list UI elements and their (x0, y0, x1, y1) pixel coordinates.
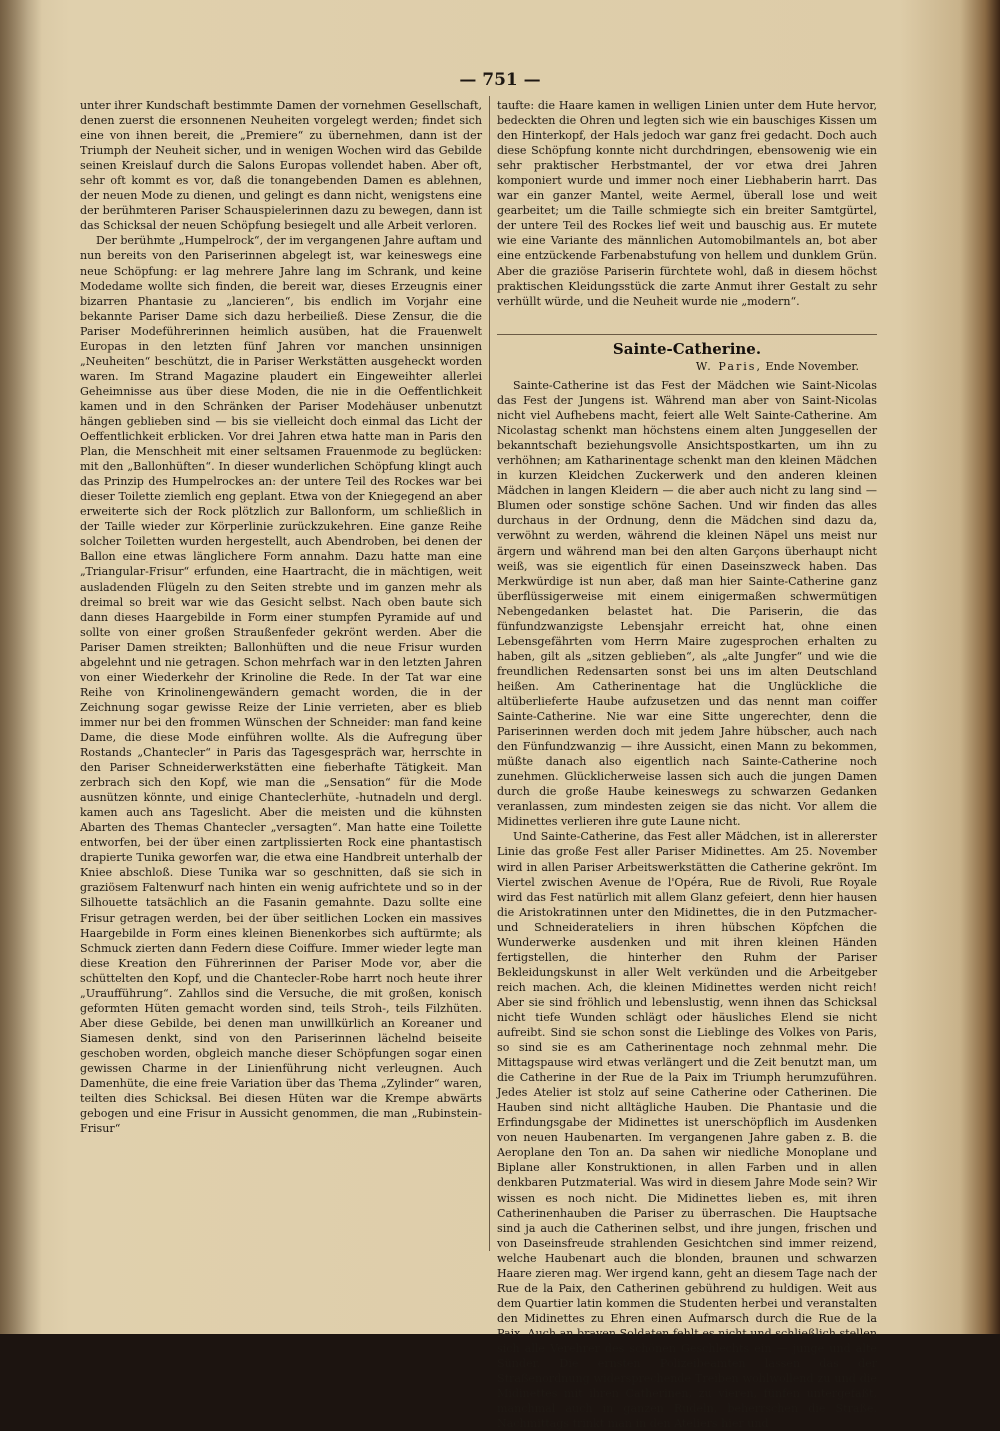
dateline-date: Ende November. (765, 360, 859, 373)
right-column-continuation (497, 98, 877, 330)
right-paragraph-1: Sainte-Catherine ist das Fest der Mädchen wie Saint-Nicolas das Fest der Jungens ist. Während man aber von Saint-Nicolas nicht viel Aufhebens macht, feiert alle Welt Sainte-Catherine. Am Nicolastag schenkt man höchstens einem alten Junggesellen der bekanntschaft beziehungsvolle Ansichtspostkarten, um ihn zu verhöhnen; am Katharinentage schenkt man den kleinen Mädchen in kurzen Kleidchen Zuckerwerk und den anderen kleinen Mädchen in langen Kleidern — die aber auch nicht zu lang sind — Blumen oder sonstige schöne Sachen. Und wir finden das alles durchaus in der Ordnung, denn die Mädchen sind dazu da, verwöhnt zu werden, während die kleinen Näpel uns meist nur ärgern und während man bei den alten Garçons überhaupt nicht weiß, was sie eigentlich für einen Daseinszweck haben. Das Merkwürdige ist nun aber, daß man hier Sainte-Catherine ganz überflüssigerweise mit einem einigermaßen schwermütigen Nebengedanken belastet hat. Die Pariserin, die das fünfundzwanzigste Lebensjahr erreicht hat, ohne einen Lebensgefährten vom Herrn Maire zugesprochen erhalten zu haben, gilt als „sitzen geblieben“, als „alte Jungfer“ und wie die freundlichen Redensarten sonst bei uns im alten Deutschland heißen. Am Catherinentage hat die Unglückliche die altüberlieferte Haube aufzusetzen und das nennt man coiffer Sainte-Catherine. Nie war eine Sitte ungerechter, denn die Pariserinnen werden doch mit jedem Jahre hübscher, auch nach den Fünfundzwanzig — ihre Aussicht, einen Mann zu bekommen, müßte danach also eigentlich nach Sainte-Catherine noch zunehmen. Glücklicherweise lassen sich auch die jungen Damen durch die große Haube keineswegs zu schwarzen Gedanken veranlassen, zum mindesten zeigen sie das nicht. Vor allem die Midinettes verlieren ihre gute Laune nicht. (497, 379, 877, 829)
page-number: — 751 — (459, 70, 541, 90)
left-paragraph-1: unter ihrer Kundschaft bestimmte Damen der vornehmen Gesellschaft, denen zuerst die ersonnenen Neuheiten vorgelegt werden; findet sich eine von ihnen bereit, die „Premiere“ zu übernehmen, dann ist der Triumph der Neuheit sicher, und in wenigen Wochen wird das Gebilde seinen Kreislauf durch die Salons Europas vollendet haben. Aber oft, sehr oft kommt es vor, daß die tonangebenden Damen es ablehnen, der neuen Mode zu dienen, und gelingt es dann nicht, wenigstens eine der berühmteren Pariser Schauspielerinnen dazu zu bewegen, dann ist das Schicksal der neuen Schöpfung besiegelt und alle Arbeit verloren. (80, 99, 482, 233)
article-heading: Sainte-Catherine. (612, 340, 762, 358)
right-column-article (497, 378, 877, 1431)
article-divider (497, 334, 877, 335)
article-dateline (497, 360, 859, 373)
binding-shadow (0, 0, 42, 1334)
left-column (80, 98, 482, 1248)
left-paragraph-2: Der berühmte „Humpelrock“, der im vergangenen Jahre auftam und nun bereits von den Pariserinnen abgelegt ist, war keineswegs eine neue Schöpfung: er lag mehrere Jahre lang im Schrank, und keine Modedame wollte sich finden, die bereit war, dieses Erzeugnis einer bizarren Phantasie zu „lancieren“, bis endlich im Vorjahr eine bekannte Pariser Dame sich dazu herbeiließ. Diese Zensur, die die Pariser Modeführerinnen heimlich ausüben, hat die Frauenwelt Europas in den letzten fünf Jahren vor manchen unsinnigen „Neuheiten“ beschützt, die in Pariser Werkstätten ausgeheckt worden waren. Im Strand Magazine plaudert ein Eingeweihter allerlei Geheimnisse aus über diese Moden, die nie in die Oeffentlichkeit kamen und in den Schränken der Pariser Modehäuser unbenutzt hängen geblieben sind — bis sie vielleicht doch einmal das Licht der Oeffentlichkeit erblicken. Vor drei Jahren etwa hatte man in Paris den Plan, die Menschheit mit einer seltsamen Frauenmode zu beglücken: mit den „Ballonhüften“. In dieser wunderlichen Schöpfung klingt auch das Prinzip des Humpelrockes an: der untere Teil des Rockes war bei dieser Toilette ziemlich eng geplant. Etwa von der Kniegegend an aber erweiterte sich der Rock plötzlich zur Ballonform, um schließlich in der Taille wieder zur Körperlinie zurückzukehren. Eine ganze Reihe solcher Toiletten wurden hergestellt, auch Abendroben, bei denen der Ballon eine etwas länglichere Form annahm. Dazu hatte man eine „Triangular-Frisur“ erfunden, eine Haartracht, die in mächtigen, weit ausladenden Flügeln zu den Seiten strebte und im ganzen mehr als dreimal so breit war wie das Gesicht selbst. Nach oben baute sich dann dieses Haargebilde in Form einer stumpfen Pyramide auf und sollte von einer großen Straußenfeder gekrönt werden. Aber die Pariser Damen streikten; Ballonhüften und die neue Frisur wurden abgelehnt und nie getragen. Schon mehrfach war in den letzten Jahren von einer Wiederkehr der Krinoline die Rede. In der Tat war eine Reihe von Krinolinengewändern gemacht worden, die in der Zeichnung sogar gewisse Reize der Linie verrieten, aber es blieb immer nur bei den frommen Wünschen der Schneider: man fand keine Dame, die diese Mode einführen wollte. Als die Aufregung über Rostands „Chantecler“ in Paris das Tagesgespräch war, herrschte in den Pariser Schneiderwerkstätten eine fieberhafte Tätigkeit. Man zerbrach sich den Kopf, wie man die „Sensation“ für die Mode ausnützen könnte, und einige Chanteclerhüte, -hutnadeln und dergl. kamen auch ans Tageslicht. Aber die meisten und die kühnsten Abarten des Themas Chantecler „versagten“. Man hatte eine Toilette entworfen, bei der über einen zartplissierten Rock eine phantastisch drapierte Tunika geworfen war, die etwa eine Handbreit unterhalb der Kniee abschloß. Diese Tunika war so geschnitten, daß sie sich in graziösem Faltenwurf nach hinten ein wenig aufrichtete und so in der Silhouette tatsächlich an die Fasanin gemahnte. Dazu sollte eine Frisur getragen werden, bei der über seitlichen Locken ein massives Haargebilde in Form eines kleinen Bienenkorbes sich auftürmte; als Schmuck zierten dann Federn diese Coiffure. Immer wieder legte man diese Kreation den Führerinnen der Pariser Mode vor, aber die schüttelten den Kopf, und die Chantecler-Robe harrt noch heute ihrer „Uraufführung“. Zahllos sind die Versuche, die mit großen, konisch geformten Hüten gemacht worden sind, teils Stroh-, teils Filzhüten. Aber diese Gebilde, bei denen man unwillkürlich an Koreaner und Siamesen denkt, sind von den Pariserinnen lächelnd beiseite geschoben worden, obgleich manche dieser Schöpfungen sogar einen gewissen Charme in der Linienführung nicht verleugnen. Auch Damenhüte, die eine freie Variation über das Thema „Zylinder“ waren, teilten dies Schicksal. Bei diesen Hüten war die Krempe abwärts gebogen und eine Frisur in Aussicht genommen, die man „Rubinstein-Frisur“ (80, 234, 482, 1136)
column-divider (489, 96, 490, 1251)
right-continuation-text: taufte: die Haare kamen in welligen Linien unter dem Hute hervor, bedeckten die Ohren und legten sich wie ein bauschiges Kissen um den Hinterkopf, der Hals jedoch war ganz frei gedacht. Doch auch diese Schöpfung konnte nicht durchdringen, ebensowenig wie ein sehr praktischer Herbstmantel, der vor etwa drei Jahren komponiert wurde und immer noch einer Liebhaberin harrt. Das war ein ganzer Mantel, weite Aermel, überall lose und weit gearbeitet; um die Taille schmiegte sich ein breiter Samtgürtel, der untere Teil des Rockes lief weit und bauschig aus. Er mutete wie eine Variante des männlichen Automobilmantels an, bot aber eine entzückende Farbenabstufung von hellem und dunklem Grün. Aber die graziöse Pariserin fürchtete wohl, daß in diesem höchst praktischen Kleidungsstück die zarte Anmut ihrer Gestalt zu sehr verhüllt würde, und die Neuheit wurde nie „modern“. (497, 99, 877, 308)
dateline-place: W. Paris, (695, 360, 763, 373)
right-paragraph-2: Und Sainte-Catherine, das Fest aller Mädchen, ist in allererster Linie das große Fest aller Pariser Midinettes. Am 25. November wird in allen Pariser Arbeitswerkstätten die Catherine gekrönt. Im Viertel zwischen Avenue de l'Opéra, Rue de Rivoli, Rue Royale wird das Fest natürlich mit allem Glanz gefeiert, denn hier hausen die Aristokratinnen unter den Midinettes, die in den Putzmacher- und Schneiderateliers in ihren hübschen Köpfchen die Wunderwerke ausdenken und mit ihren kleinen Händen fertigstellen, die hinterher den Ruhm der Pariser Bekleidungskunst in aller Welt verkünden und die Arbeitgeber reich machen. Ach, die kleinen Midinettes werden nicht reich! Aber sie sind fröhlich und lebenslustig, wenn ihnen das Schicksal nicht tiefe Wunden schlägt oder häusliches Elend sie nicht aufreibt. Sind sie schon sonst die Lieblinge des Volkes von Paris, so sind sie es am Catherinentage noch zehnmal mehr. Die Mittagspause wird etwas verlängert und die Zeit benutzt man, um die Catherine in der Rue de la Paix im Triumph herumzuführen. Jedes Atelier ist stolz auf seine Catherine oder Catherinen. Die Hauben sind nicht alltägliche Hauben. Die Phantasie und die Erfindungsgabe der Midinettes ist unerschöpflich im Ausdenken von neuen Haubenarten. Im vergangenen Jahre gaben z. B. die Aeroplane den Ton an. Da sahen wir niedliche Monoplane und Biplane aller Konstruktionen, in allen Farben und in allen denkbaren Putzmaterial. Was wird in diesem Jahre Mode sein? Wir wissen es noch nicht. Die Midinettes lieben es, mit ihren Catherinenhauben die Pariser zu überraschen. Die Hauptsache sind ja auch die Catherinen selbst, und ihre jungen, frischen und von Daseinsfreude strahlenden Gesichtchen sind immer reizend, welche Haubenart auch die blonden, braunen und schwarzen Haare zieren mag. Wer irgend kann, geht an diesem Tage nach der Rue de la Paix, den Catherinen gebührend zu huldigen. Weit aus dem Quartier latin kommen die Studenten herbei und veranstalten den Midinettes zu Ehren einen Aufmarsch durch die Rue de la Paix. Auch an braven Soldaten fehlt es nicht und schließlich stellen sich alle Verehrer des schönen Geschlechts ein — junge und alte Sünder. Die ernsten Polizeibeamten lassen das der Straßenordnung widersprechende Treiben wohlwollend zu und die Midinettes mit ihren Catherinen, zu vieren, fünfen untergefaßt, manchmal auch in ganzen Rudeln, beherrschen die Straße. Nachmittags trinkt man in den Ateliers hier und (497, 830, 877, 1431)
